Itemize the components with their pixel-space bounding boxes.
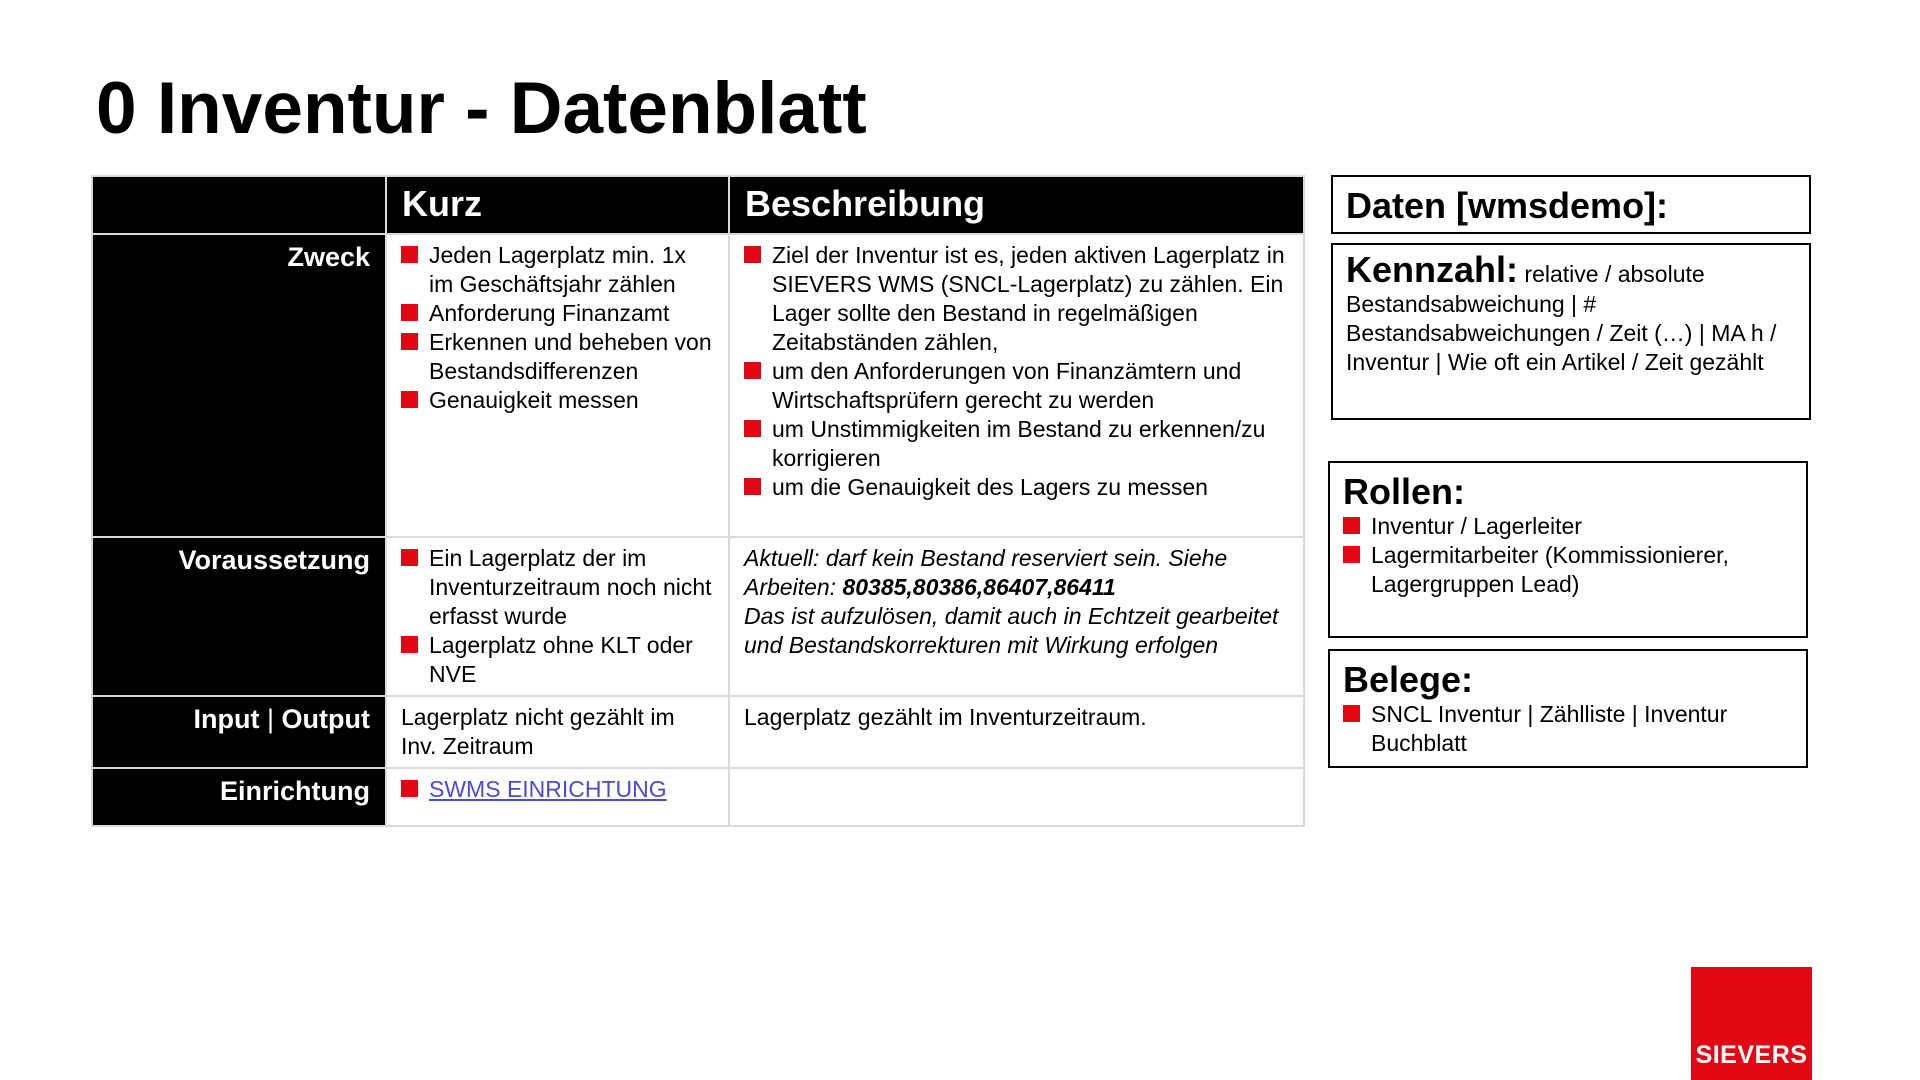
io-beschreibung: Lagerplatz gezählt im Inventurzeitraum.	[730, 695, 1305, 767]
list-item: Erkennen und beheben von Bestandsdifferenzen	[401, 328, 714, 386]
kennzahl-text: relative / absolute Bestandsabweichung | # Bestandsabweichungen / Zeit (…) | MA h / Inventur | Wie oft ein Artikel / Zeit gezählt	[1346, 261, 1777, 376]
datasheet-table	[91, 175, 1305, 827]
list-item	[401, 775, 714, 804]
einrichtung-beschreibung	[730, 767, 1305, 825]
label-output: Output	[281, 704, 370, 734]
list-item: Ein Lagerplatz der im Inventurzeitraum noch nicht erfasst wurde	[401, 544, 714, 631]
arbeiten-numbers: 80385,80386,86407,86411	[842, 574, 1116, 600]
list-item: Lagermitarbeiter (Kommissionierer, Lagergruppen Lead)	[1343, 541, 1793, 599]
list-item: Lagerplatz ohne KLT oder NVE	[401, 631, 714, 689]
belege-box	[1328, 649, 1808, 768]
label-separator: |	[259, 704, 282, 734]
list-item: SNCL Inventur | Zählliste | Inventur Buchblatt	[1343, 700, 1793, 758]
row-label-einrichtung: Einrichtung	[93, 767, 387, 825]
list-item: Ziel der Inventur ist es, jeden aktiven Lagerplatz in SIEVERS WMS (SNCL-Lagerplatz) zu zählen. Ein Lager sollte den Bestand in regelmäßigen Zeitabständen zählen,	[744, 241, 1289, 357]
list-item: Inventur / Lagerleiter	[1343, 512, 1793, 541]
io-kurz: Lagerplatz nicht gezählt im Inv. Zeitraum	[387, 695, 730, 767]
list-item: Genauigkeit messen	[401, 386, 714, 415]
list-item: um den Anforderungen von Finanzämtern und Wirtschaftsprüfern gerecht zu werden	[744, 357, 1289, 415]
belege-list	[1343, 700, 1793, 758]
header-empty	[93, 175, 387, 233]
daten-heading: Daten [wmsdemo]:	[1346, 185, 1669, 226]
header-beschreibung: Beschreibung	[730, 175, 1305, 233]
row-label-input-output	[93, 695, 387, 767]
sievers-logo: SIEVERS	[1691, 967, 1812, 1080]
kennzahl-heading: Kennzahl:	[1346, 249, 1519, 290]
swms-einrichtung-link[interactable]: SWMS EINRICHTUNG	[429, 776, 667, 802]
voraussetzung-beschreibung	[730, 536, 1305, 695]
list-item: um die Genauigkeit des Lagers zu messen	[744, 473, 1289, 502]
rollen-box	[1328, 461, 1808, 638]
zweck-beschreibung	[730, 233, 1305, 536]
rollen-list	[1343, 512, 1793, 599]
page-title: 0 Inventur - Datenblatt	[96, 68, 867, 149]
rollen-heading: Rollen:	[1343, 471, 1465, 512]
row-label-voraussetzung: Voraussetzung	[93, 536, 387, 695]
list-item: um Unstimmigkeiten im Bestand zu erkennen/zu korrigieren	[744, 415, 1289, 473]
header-kurz: Kurz	[387, 175, 730, 233]
einrichtung-kurz	[387, 767, 730, 825]
voraussetzung-text-1: Aktuell: darf kein Bestand reserviert sein. Siehe Arbeiten:	[744, 545, 1228, 600]
kennzahl-content	[1346, 249, 1796, 377]
row-label-zweck: Zweck	[93, 233, 387, 536]
list-item: Jeden Lagerplatz min. 1x im Geschäftsjahr zählen	[401, 241, 714, 299]
daten-box	[1331, 175, 1811, 234]
belege-heading: Belege:	[1343, 659, 1474, 700]
kennzahl-box	[1331, 243, 1811, 420]
voraussetzung-text-2: Das ist aufzulösen, damit auch in Echtzeit gearbeitet und Bestandskorrekturen mit Wirkung erfolgen	[744, 603, 1279, 658]
zweck-kurz	[387, 233, 730, 536]
voraussetzung-kurz	[387, 536, 730, 695]
label-input: Input	[193, 704, 260, 734]
list-item: Anforderung Finanzamt	[401, 299, 714, 328]
